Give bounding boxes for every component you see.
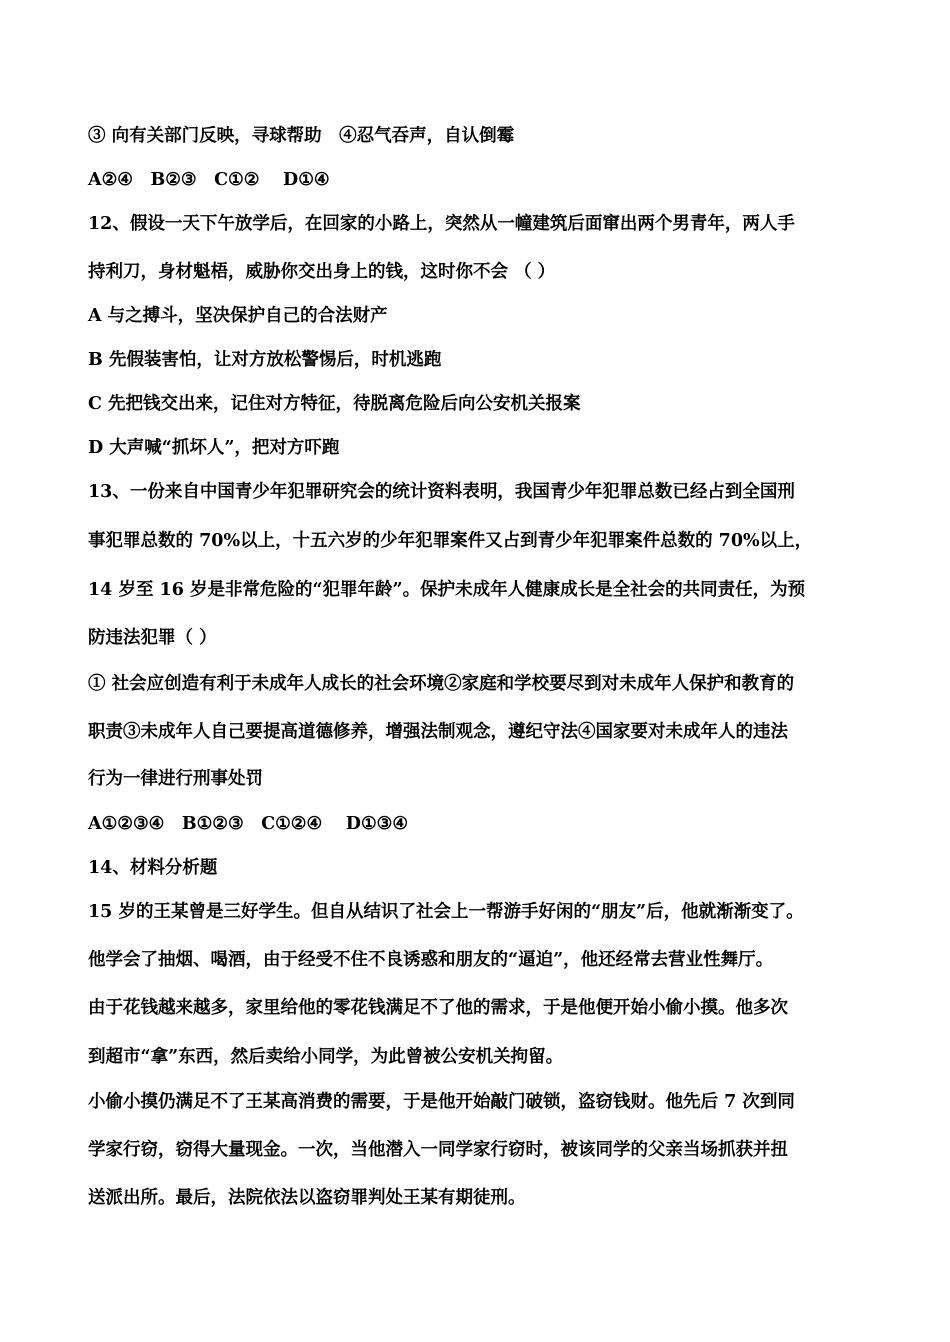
question-13-line-3: 14 岁至 16 岁是非常危险的“犯罪年龄”。保护未成年人健康成长是全社会的共同责任，为预 — [88, 580, 806, 600]
material-paragraph-2-line-1: 小偷小摸仍满足不了王某高消费的需要，于是他开始敲门破锁，盗窃钱财。他先后 7 次到同 — [88, 1092, 795, 1112]
q13-statements-line-3: 行为一律进行刑事处罚 — [88, 769, 263, 789]
material-paragraph-1-line-1: 15 岁的王某曾是三好学生。但自从结识了社会上一帮游手好闲的“朋友”后，他就渐渐变了。 — [88, 902, 804, 922]
q13-statements-line-1: ① 社会应创造有利于未成年人成长的社会环境②家庭和学校要尽到对未成年人保护和教育的 — [88, 674, 795, 694]
q12-option-b: B 先假装害怕，让对方放松警惕后，时机逃跑 — [88, 350, 442, 370]
material-paragraph-2-line-2: 学家行窃，窃得大量现金。一次，当他潜入一同学家行窃时，被该同学的父亲当场抓获并扭 — [88, 1140, 788, 1160]
q12-option-d: D 大声喊“抓坏人”，把对方吓跑 — [88, 438, 340, 458]
answer-choices-q11: A②④ B②③ C①② D①④ — [88, 170, 330, 190]
material-paragraph-1-line-2: 他学会了抽烟、喝酒，由于经受不住不良诱惑和朋友的“逼迫”，他还经常去营业性舞厅。 — [88, 950, 774, 970]
material-paragraph-1-line-3: 由于花钱越来越多，家里给他的零花钱满足不了他的需求，于是他便开始小偷小摸。他多次 — [88, 998, 788, 1018]
question-13-line-2: 事犯罪总数的 70%以上，十五六岁的少年犯罪案件又占到青少年犯罪案件总数的 70%以上， — [88, 531, 813, 551]
q12-option-c: C 先把钱交出来，记住对方特征，待脱离危险后向公安机关报案 — [88, 394, 581, 414]
material-paragraph-1-line-4: 到超市“拿”东西，然后卖给小同学，为此曾被公安机关拘留。 — [88, 1047, 564, 1067]
answer-choices-q13: A①②③④ B①②③ C①②④ D①③④ — [88, 814, 409, 834]
question-12-line-1: 12、假设一天下午放学后，在回家的小路上，突然从一幢建筑后面窜出两个男青年，两人手 — [88, 214, 795, 234]
question-13-line-4: 防违法犯罪（ ） — [88, 628, 217, 648]
question-12-line-2: 持利刀，身材魁梧，威胁你交出身上的钱，这时你不会 （ ） — [88, 262, 556, 282]
q13-statements-line-2: 职责③未成年人自己要提高道德修养，增强法制观念，遵纪守法④国家要对未成年人的违法 — [88, 722, 788, 742]
material-paragraph-2-line-3: 送派出所。最后，法院依法以盗窃罪判处王某有期徒刑。 — [88, 1188, 526, 1208]
question-13-line-1: 13、一份来自中国青少年犯罪研究会的统计资料表明，我国青少年犯罪总数已经占到全国刑 — [88, 482, 795, 502]
question-14-heading: 14、材料分析题 — [88, 858, 218, 878]
option-line-3-4: ③ 向有关部门反映，寻球帮助 ④忍气吞声，自认倒霉 — [88, 126, 515, 146]
q12-option-a: A 与之搏斗，坚决保护自己的合法财产 — [88, 306, 388, 326]
